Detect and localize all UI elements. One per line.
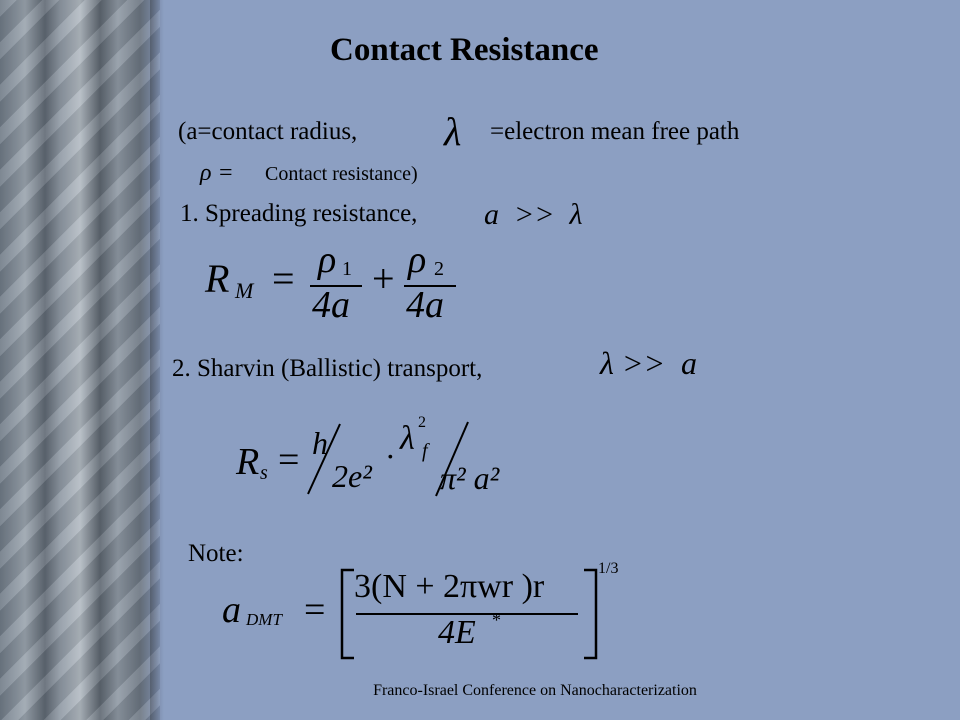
formula1-num2: ρ	[408, 239, 427, 281]
formula1-num1-sub: 1	[342, 258, 352, 280]
formula1-lhs: R	[205, 256, 230, 301]
sharvin-transport-label: 2. Sharvin (Ballistic) transport,	[172, 355, 483, 382]
formula1-eq: =	[272, 256, 295, 301]
decorative-left-strip	[0, 0, 160, 720]
formula2-num2-sup: 2	[418, 414, 426, 431]
formula2-num2-sub: f	[422, 440, 428, 462]
sharvin-condition: λ >> a	[600, 345, 698, 381]
spreading-resistance-label: 1. Spreading resistance,	[180, 200, 418, 227]
definition-contact-radius: (a=contact radius,	[178, 118, 358, 145]
rho-equals: ρ =	[200, 160, 234, 186]
formula2-den1: 2e²	[332, 458, 372, 494]
formula3-lhs: a	[222, 589, 241, 631]
formula2-lhs: R	[236, 441, 260, 483]
formula3-right-bracket	[580, 568, 602, 660]
formula1-plus: +	[372, 256, 395, 301]
formula2-num1: h	[312, 425, 328, 461]
formula3-denominator: 4E	[438, 614, 476, 651]
slide-title: Contact Resistance	[330, 32, 599, 68]
formula3-numerator: 3(N + 2πwr )r	[354, 568, 545, 605]
formula2-dot: ·	[385, 438, 396, 474]
formula2-den2: π² a²	[440, 460, 500, 496]
slide-footer: Franco-Israel Conference on Nanocharacterization	[373, 682, 697, 699]
formula3-den-sup: *	[492, 610, 501, 630]
strip-shadow	[150, 0, 164, 720]
note-label: Note:	[188, 540, 244, 567]
formula3-eq: =	[304, 589, 326, 631]
formula1-num2-sub: 2	[434, 258, 444, 280]
lambda-symbol: λ	[444, 109, 462, 154]
formula1-den2: 4a	[406, 284, 444, 326]
formula3-lhs-sub: DMT	[246, 610, 282, 629]
formula2-lhs-sub: s	[260, 462, 268, 484]
formula2-eq: =	[278, 439, 300, 481]
formula1-den1: 4a	[312, 284, 350, 326]
formula1-lhs-sub: M	[235, 278, 254, 303]
formula1-num1: ρ	[318, 239, 337, 281]
formula2-num2: λ	[400, 420, 415, 457]
spreading-condition: a >> λ	[484, 198, 583, 231]
definition-mean-free-path: =electron mean free path	[490, 118, 740, 145]
formula3-exponent: 1/3	[598, 560, 619, 577]
definition-contact-resistance: Contact resistance)	[265, 163, 418, 185]
